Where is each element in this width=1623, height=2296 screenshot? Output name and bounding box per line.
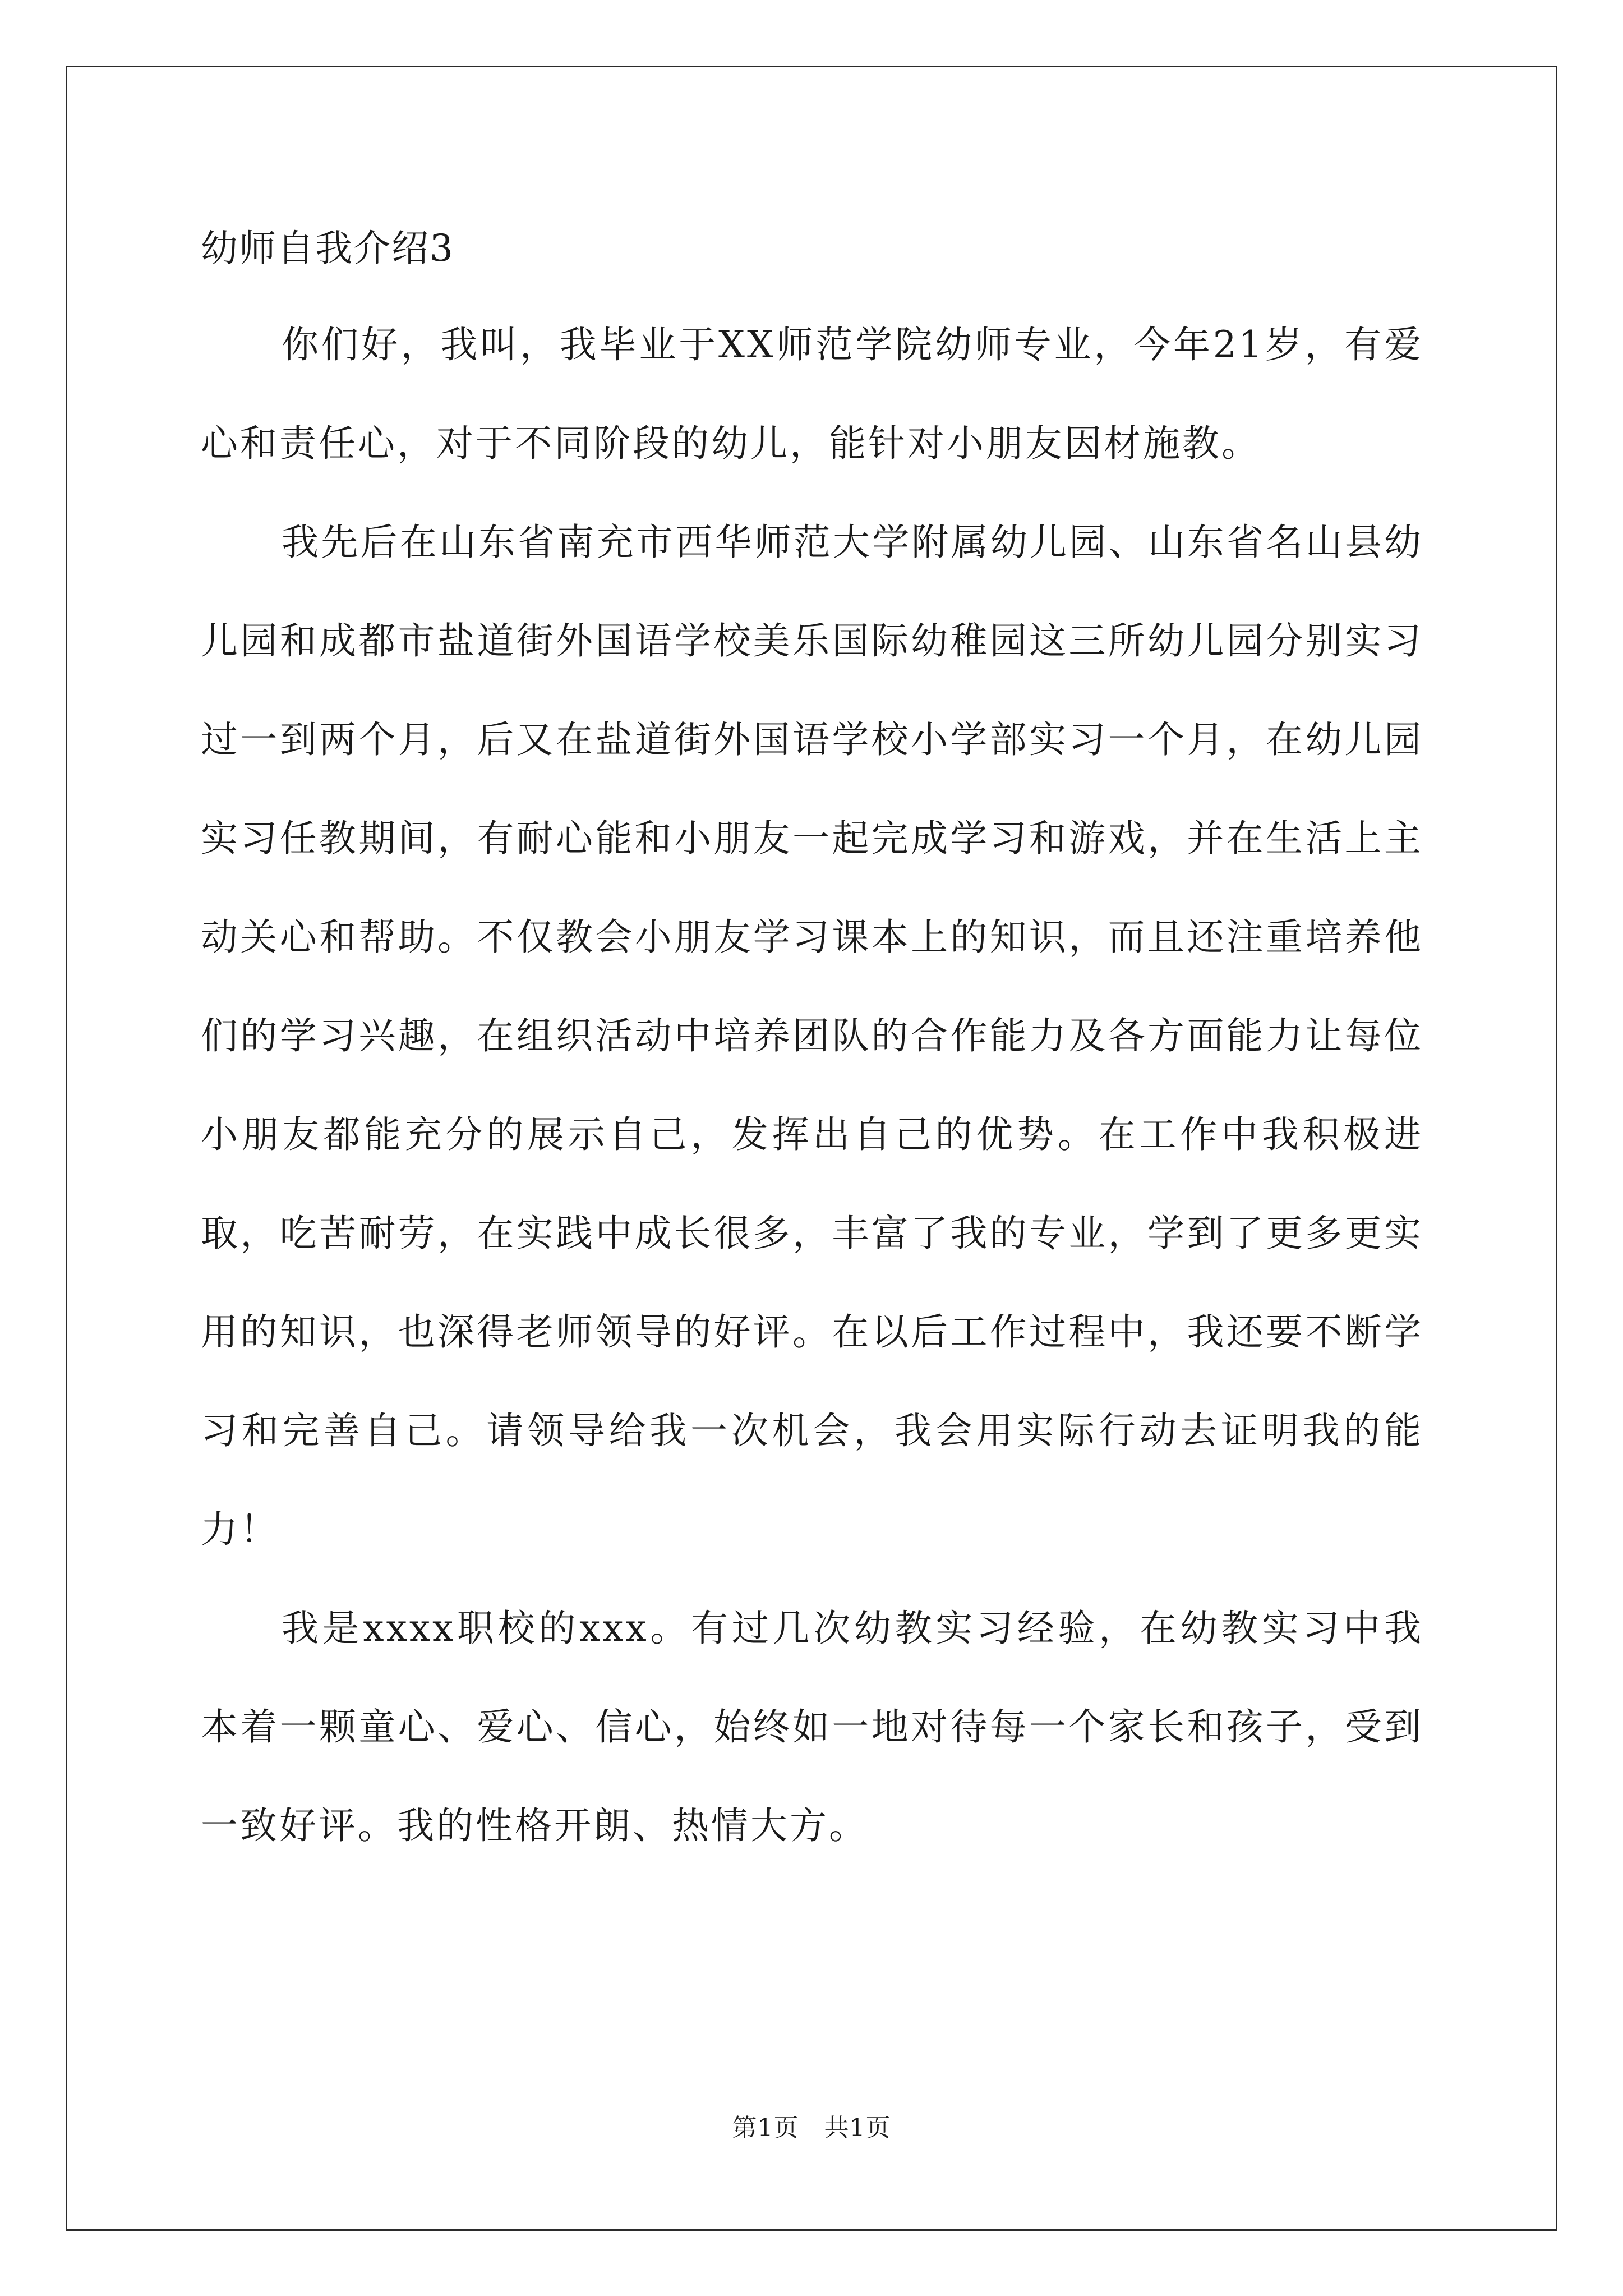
paragraph-3: 我是xxxx职校的xxx。有过几次幼教实习经验，在幼教实习中我本着一颗童心、爱心、信心，始终如一地对待每一个家长和孩子，受到一致好评。我的性格开朗、热情大方。: [201, 1607, 1423, 1847]
page-footer: 第1页 共1页: [732, 2114, 891, 2142]
paragraph-2: 我先后在山东省南充市西华师范大学附属幼儿园、山东省名山县幼儿园和成都市盐道街外国语学校美乐国际幼稚园这三所幼儿园分别实习过一到两个月，后又在盐道街外国语学校小学部实习一个月，在幼儿园实习任教期间，有耐心能和小朋友一起完成学习和游戏，并在生活上主动关心和帮助。不仅教会小朋友学习课本上的知识，而且还注重培养他们的学习兴趣，在组织活动中培养团队的合作能力及各方面能力让每位小朋友都能充分的展示自己，发挥出自己的优势。在工作中我积极进取，吃苦耐劳，在实践中成长很多，丰富了我的专业，学到了更多更实用的知识，也深得老师领导的好评。在以后工作过程中，我还要不断学习和完善自己。请领导给我一次机会，我会用实际行动去证明我的能力！: [201, 521, 1423, 1551]
document-body: [201, 222, 1423, 1875]
document-title: 幼师自我介绍3: [201, 227, 454, 270]
paragraph-1: 你们好，我叫，我毕业于XX师范学院幼师专业，今年21岁，有爱心和责任心，对于不同阶段的幼儿，能针对小朋友因材施教。: [201, 323, 1423, 465]
